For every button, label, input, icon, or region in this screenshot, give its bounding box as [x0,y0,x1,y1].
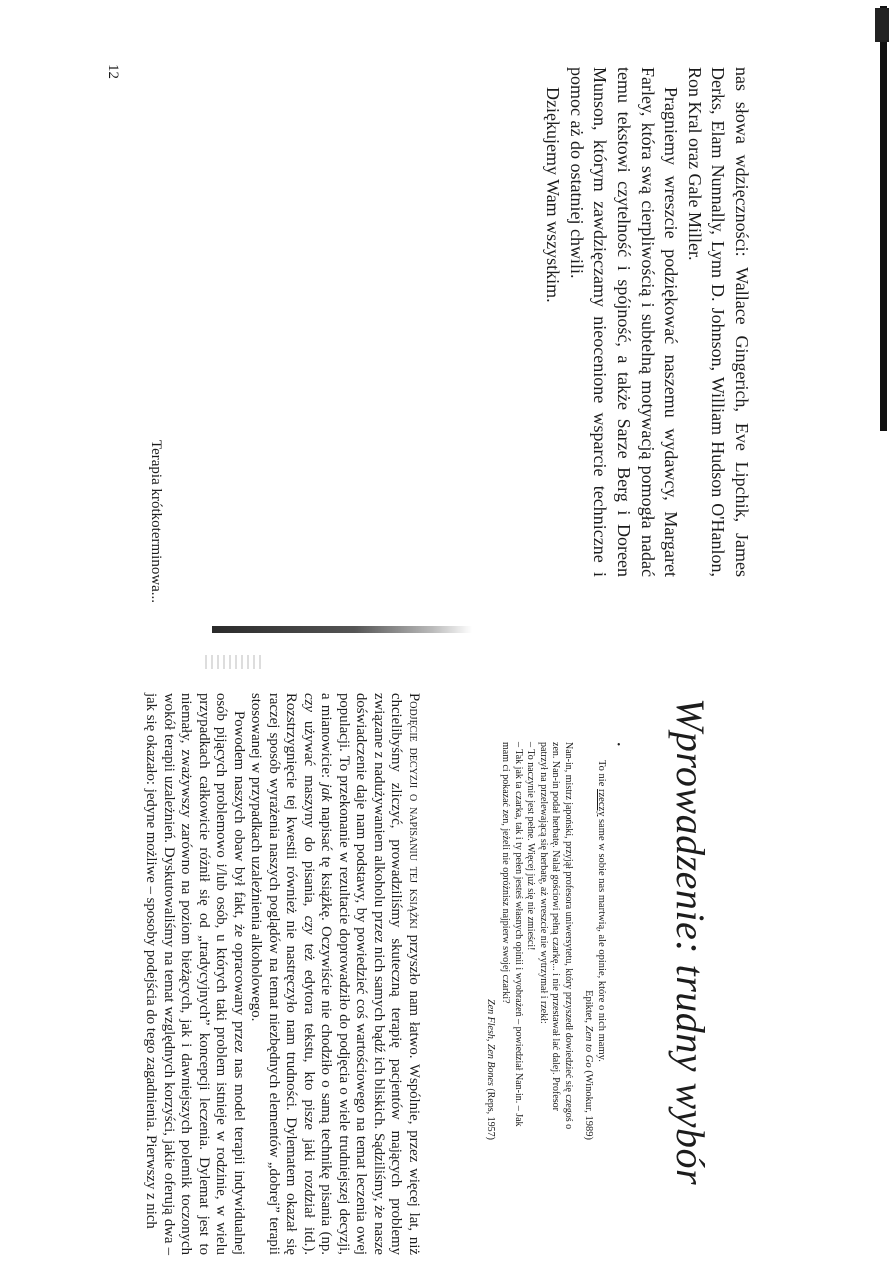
zen-book-title: Zen Flesh, Zen Bones [485,999,497,1086]
running-head: Terapia krótkoterminowa... [148,440,164,604]
epigraph-rest: same w sobie nas martwią, ale opinie, które o nich mamy. [596,819,607,1062]
chapter-body-text [142,693,422,1255]
page-number: 12 [105,64,121,79]
scan-edge-mark [867,0,893,430]
epigraph-citation: (Winokur, 1989) [583,1070,594,1140]
chapter-title: Wprowadzenie: trudny wybór [668,698,713,1186]
zen-source [484,742,497,1140]
body-paragraph-1 [247,693,422,1255]
zen-paragraph-1: Nan-in, mistrz japoński, przyjął profesora uniwersytetu, który przyszedł dowiedzieć się czegoś o zen. Nan-in podał herbatę. Nalał gościowi pełną czarkę... i nie przestawał lać dalej. Profesor patrzył na przelewającą się herbatę, aż wreszcie nie wytrzymał i rzekł: [537,742,574,1130]
body-p1-part-c: używać maszyny do pisania, [301,721,317,907]
epigraph-book-title: Zen to Go [583,1025,594,1068]
body-smallcaps-opening: Podjęcie decyzji o napisaniu tej książki [406,693,422,929]
zen-paragraph-3: – Tak jak ta czarka, tak i ty pełen jesteś własnych opinii i wyobrażeń – powiedział Nan-in. – Jak mam ci pokazać zen, jeżeli nie opróżnisz najpierw swojej czarki? [500,742,524,1127]
epigraph-underlined-word: rzeczy [596,789,607,817]
body-p1-part-a: przyszło nam łatwo. Wspólnie, przez więcej lat, niż chcielibyśmy zliczyć, prowadziliśmy skuteczną terapię pacjentów mających problemy związane z nadużywaniem alkoholu przez nich samych bądź ich bliskich. Sądziliśmy, że nasze doświadczenie daje nam podstawy, by powiedzieć coś wartościowego na temat leczenia owej populacji. To przekonanie w rezultacie doprowadziło do podjęcia o wiele trudniejszej decyzji, a mianowicie: [318,693,422,1255]
epigraph-text [595,760,608,1140]
body-p1-italic-2: czy [301,693,317,712]
epigraph-epictetus [582,760,608,1140]
epigraph-lead: To nie [596,760,607,787]
ack-paragraph-1: nas słowa wdzięczności: Wallace Gingerich, Eve Lipchik, James Derks, Elam Nunnally, Lynn D. Johnson, William Hudson O'Hanlon, Ron Kral oraz Gale Miller. [684,67,752,577]
epigraph-author: Epiktet, [583,990,594,1024]
ack-paragraph-2: Pragniemy wreszcie podziękować naszemu wydawcy, Margaret Farley, która swą cierpliwością i subtelną motywacją pomogła nadać temu tekstowi czytelność i spójność, a także Sarze Berg i Doreen Munson, którym zawdzięczamy nieocenione wsparcie techniczne i pomoc aż do ostatniej chwili. [566,67,682,577]
ack-paragraph-3: Dziękujemy Wam wszystkim. [543,87,564,303]
body-p1-italic-3: czy [301,915,317,935]
body-p1-part-b: napisać tę książkę. Oczywiście nie chodziło o samą technikę pisania (np. [318,806,335,1256]
acknowledgements-text [541,67,753,577]
zen-paragraph-2: – To naczynie jest pełne. Więcej już się nie zmieści! [525,742,537,951]
scan-speckle [205,655,265,669]
page-gutter-shadow [212,626,472,633]
epigraph-source [582,760,595,1140]
zen-citation: (Reps, 1957) [485,1088,497,1140]
body-p1-italic-1: jak [318,783,335,802]
epigraph-zen-story [484,742,574,1140]
body-paragraph-2: Powodem naszych obaw był fakt, że opracowany przez nas model terapii indywidualnej osób pijących problemowo i/lub osób, u których taki problem istnieje w rodzinie, w wielu przypadkach całkowicie różnił się od „tradycyjnych” koncepcji leczenia. Dylemat jest to niemały, zważywszy zarówno na poziom bieżących, jak i dawniejszych polemik toczonych wokół terapii uzależnień. Dyskutowaliśmy na temat względnych korzyści, jakie oferują dwa – jak się okazało: jedyne możliwe – sposoby podejścia do tego zagadnienia. Pierwszy z nich [143,693,247,1255]
body-p1-part-d: też edytora tekstu, kto pisze jaki rozdział itd.). Rozstrzygnięcie tej kwestii również nie nastręczyło nam trudności. Dylematem okazał się raczej sposób wyrażenia naszych poglądów na temat niezbędnych elementów „dobrej” terapii stosowanej w przypadkach uzależnienia alkoholowego. [248,693,317,1255]
margin-bullet: • [617,740,621,751]
